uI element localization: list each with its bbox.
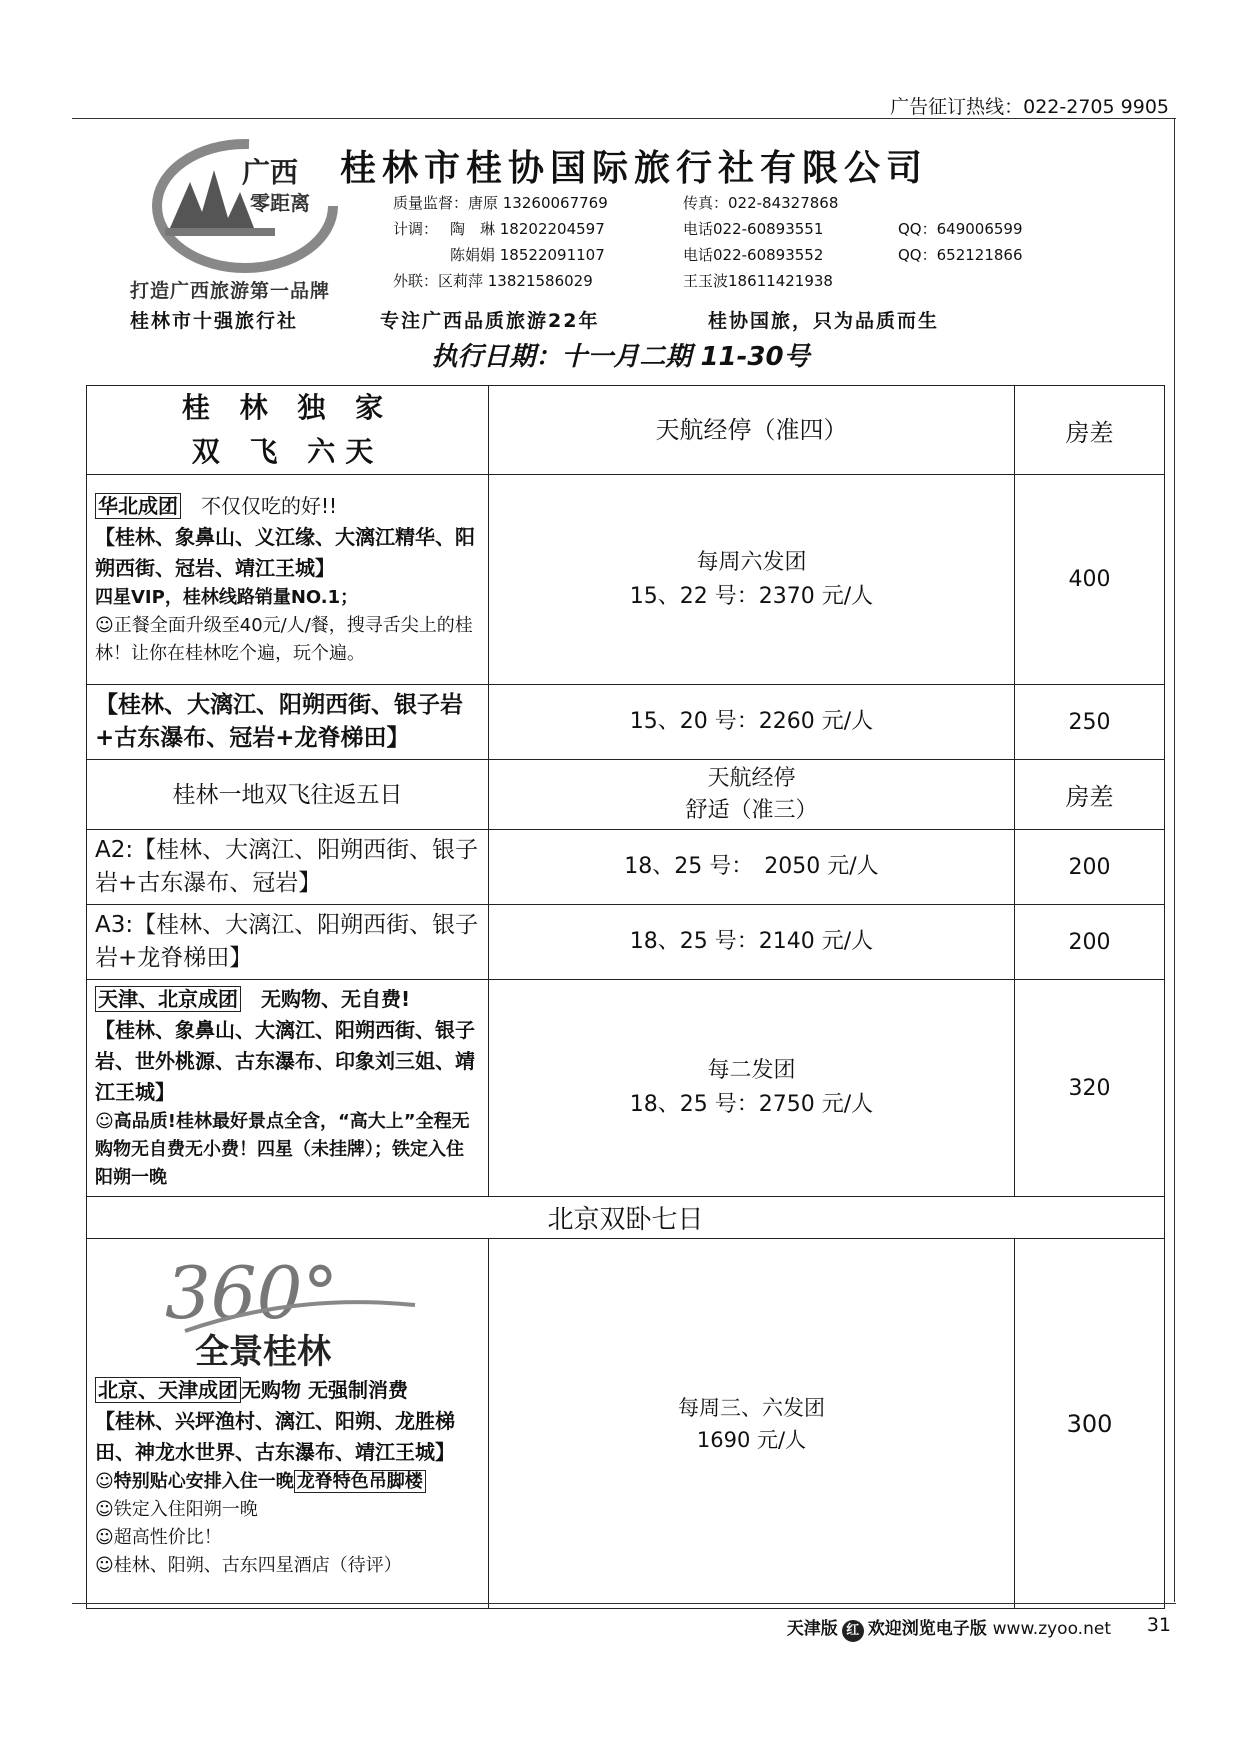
route: 【桂林、象鼻山、大漓江、阳朔西街、银子岩、世外桃源、古东瀑布、印象刘三姐、靖江王城】	[95, 1018, 475, 1104]
section2-airline: 天航经停 舒适（准三）	[489, 760, 1015, 830]
tour-description	[87, 475, 489, 685]
tour-note: ☺铁定入住阳朔一晚	[95, 1499, 258, 1520]
table-row	[87, 475, 1165, 685]
site-url: www.zyoo.net	[992, 1619, 1111, 1639]
tour-note: ☺高品质!桂林最好景点全含，“高大上”全程无购物无自费无小费！四星（未挂牌）；铁定入住阳朔一晚	[95, 1111, 470, 1188]
group-tag: 天津、北京成团	[95, 986, 241, 1012]
red-badge-icon: 红	[842, 1620, 864, 1642]
page-number: 31	[1146, 1614, 1171, 1636]
bottom-rule	[72, 1603, 1176, 1604]
contact-cell: 外联：区莉萍 13821586029	[393, 272, 593, 290]
logo-river	[165, 228, 275, 236]
route: 【桂林、大漓江、阳朔西街、银子岩+古东瀑布、冠岩+龙脊梯田】	[87, 685, 489, 760]
group-tag: 北京、天津成团	[95, 1377, 241, 1403]
contact-row	[393, 192, 1113, 218]
tagline-item: 桂协国旅，只为品质而生	[708, 310, 940, 332]
table-row	[87, 386, 1165, 475]
contact-cell: QQ：652121866	[898, 246, 1023, 264]
contact-row	[393, 270, 1113, 296]
table-row	[87, 830, 1165, 905]
route: 【桂林、象鼻山、义江缘、大漓江精华、阳朔西街、冠岩、靖江王城】	[95, 525, 475, 580]
section1-diff-label: 房差	[1015, 386, 1165, 475]
contact-block	[393, 192, 1113, 296]
room-diff: 200	[1015, 905, 1165, 980]
logo-text-zero-distance: 零距离	[250, 191, 310, 215]
price-cell	[489, 475, 1015, 685]
room-diff: 320	[1015, 980, 1165, 1197]
group-tag: 华北成团	[95, 493, 181, 519]
tour-note: ☺特别贴心安排入住一晚 龙脊特色吊脚楼	[95, 1468, 480, 1496]
welcome-text: 欢迎浏览电子版	[867, 1619, 987, 1639]
route: 【桂林、兴坪渔村、漓江、阳朔、龙胜梯田、神龙水世界、古东瀑布、靖江王城】	[95, 1409, 455, 1464]
group-tag: 龙脊特色吊脚楼	[294, 1470, 426, 1493]
section1-title: 桂 林 独 家 双 飞 六天	[87, 386, 489, 475]
price-cell	[489, 1239, 1015, 1609]
price: 18、25 号： 2050 元/人	[489, 830, 1015, 905]
execution-date: 执行日期：十一月二期 11-30号	[431, 342, 810, 372]
contact-cell: 陶 琳 18202204597	[450, 220, 605, 238]
contact-cell: 计调：	[393, 220, 439, 238]
section1-airline: 天航经停（准四）	[489, 386, 1015, 475]
room-diff: 300	[1015, 1239, 1165, 1609]
room-diff: 250	[1015, 685, 1165, 760]
tag-suffix: 无购物、无自费!	[241, 987, 411, 1011]
contact-cell: 电话022-60893552	[683, 246, 824, 264]
section2-title: 桂林一地双飞往返五日	[87, 760, 489, 830]
tour-note: ☺超高性价比！	[95, 1527, 222, 1548]
tagline-item: 专注广西品质旅游22年	[380, 310, 600, 332]
ad-hotline: 广告征订热线：022-2705 9905	[890, 96, 1169, 118]
contact-cell: 电话022-60893551	[683, 220, 824, 238]
tagline-item: 桂林市十强旅行社	[130, 310, 299, 332]
price: 18、25 号：2140 元/人	[489, 905, 1015, 980]
route: A3:【桂林、大漓江、阳朔西街、银子岩+龙脊梯田】	[87, 905, 489, 980]
tour-description	[87, 980, 489, 1197]
route: A2:【桂林、大漓江、阳朔西街、银子岩+古东瀑布、冠岩】	[87, 830, 489, 905]
price: 15、22 号：2370 元/人	[629, 583, 874, 609]
room-diff: 200	[1015, 830, 1165, 905]
section3-title: 北京双卧七日	[87, 1197, 1165, 1239]
tag-suffix: 无购物 无强制消费	[241, 1378, 408, 1402]
table-row	[87, 1239, 1165, 1609]
logo-text-guangxi: 广西	[242, 156, 299, 189]
table-row	[87, 1197, 1165, 1239]
table-row	[87, 685, 1165, 760]
table-row	[87, 760, 1165, 830]
tour-note: ☺正餐全面升级至40元/人/餐，搜寻舌尖上的桂林！让你在桂林吃个遍，玩个遍。	[95, 615, 473, 664]
table-row	[87, 905, 1165, 980]
price-cell	[489, 980, 1015, 1197]
table-row	[87, 980, 1165, 1197]
logo-360-number: 360°	[165, 1251, 339, 1335]
footer	[787, 1614, 1111, 1642]
tour-description	[87, 1239, 489, 1609]
contact-cell: QQ：649006599	[898, 220, 1023, 238]
contact-cell: 陈娟娟 18522091107	[450, 246, 605, 264]
edition-label: 天津版	[786, 1619, 838, 1639]
contact-row	[393, 244, 1113, 270]
brand-slogan: 打造广西旅游第一品牌	[130, 280, 331, 302]
tour-note: ☺桂林、阳朔、古东四星酒店（待评）	[95, 1555, 402, 1576]
contact-cell: 王玉波18611421938	[683, 272, 833, 290]
room-diff: 400	[1015, 475, 1165, 685]
logo-text: 全景桂林	[195, 1332, 331, 1372]
contact-row	[393, 218, 1113, 244]
company-name: 桂林市桂协国际旅行社有限公司	[340, 148, 929, 189]
price: 15、20 号：2260 元/人	[489, 685, 1015, 760]
tour-table	[86, 385, 1165, 1609]
price: 1690 元/人	[696, 1427, 807, 1452]
tour-note: 四星VIP，桂林线路销量NO.1；	[95, 587, 359, 608]
panorama-guilin-logo	[125, 1243, 425, 1373]
schedule: 每二发团	[707, 1058, 796, 1083]
schedule: 每周六发团	[696, 549, 807, 575]
contact-cell: 传真：022-84327868	[683, 194, 839, 212]
schedule: 每周三、六发团	[678, 1395, 825, 1420]
section2-diff-label: 房差	[1015, 760, 1165, 830]
contact-cell: 质量监督：唐原 13260067769	[393, 194, 608, 212]
tag-suffix: 不仅仅吃的好!!	[181, 494, 338, 518]
price: 18、25 号：2750 元/人	[629, 1092, 874, 1117]
